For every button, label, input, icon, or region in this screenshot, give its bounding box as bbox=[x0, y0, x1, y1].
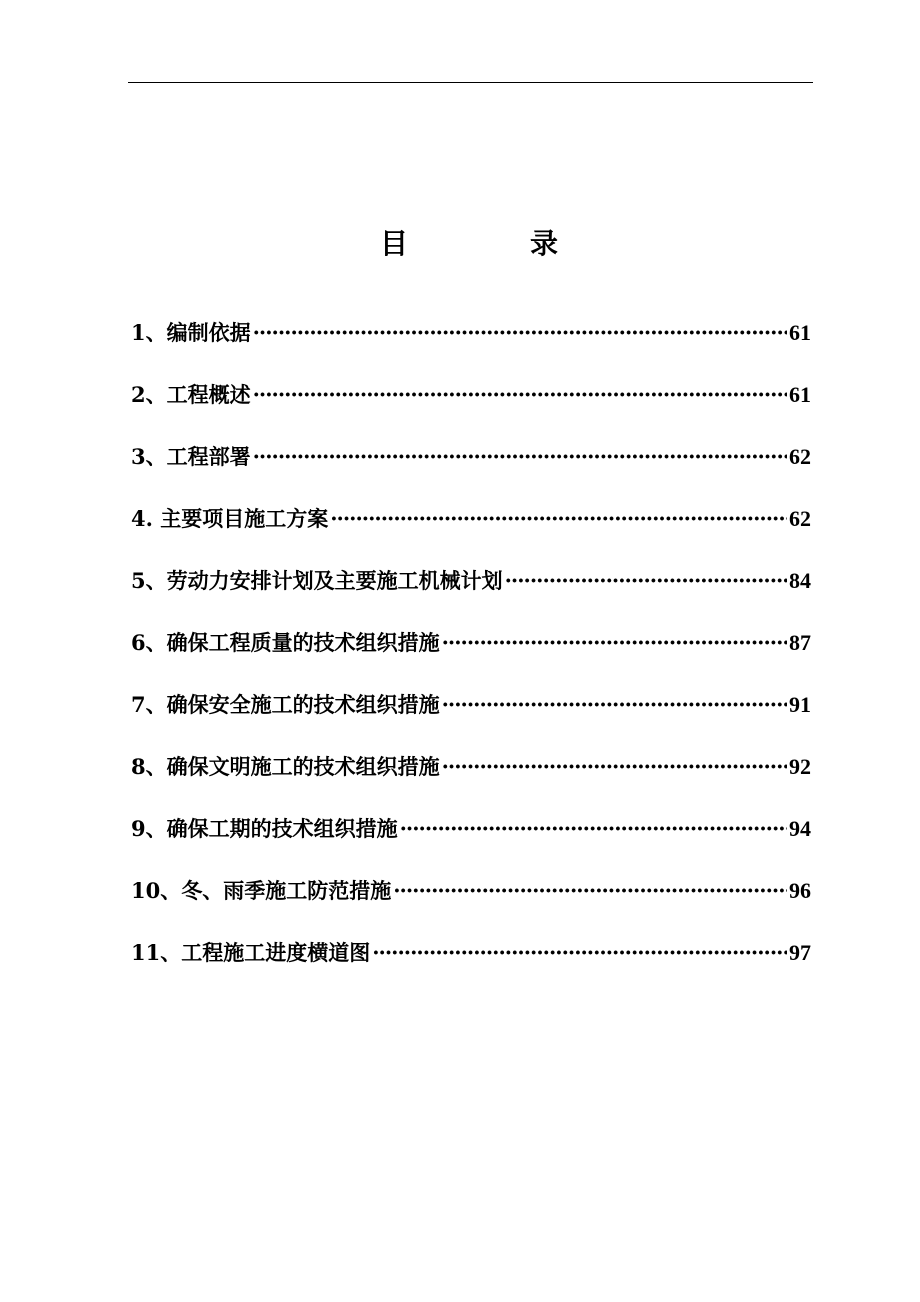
toc-entry-5[interactable] bbox=[131, 562, 811, 624]
toc-entry-11[interactable] bbox=[131, 934, 811, 996]
header-rule bbox=[128, 82, 813, 83]
toc-entry-page: 61 bbox=[789, 382, 811, 407]
table-of-contents bbox=[131, 314, 811, 996]
toc-entry-10[interactable] bbox=[131, 872, 811, 934]
toc-leader-dots bbox=[442, 748, 787, 786]
toc-entry-7[interactable] bbox=[131, 686, 811, 748]
toc-entry-label: 4. 主要项目施工方案 bbox=[131, 506, 329, 531]
toc-entry-3[interactable] bbox=[131, 438, 811, 500]
toc-leader-dots bbox=[442, 624, 787, 662]
toc-entry-4[interactable] bbox=[131, 500, 811, 562]
toc-entry-label: 2、工程概述 bbox=[131, 382, 251, 407]
toc-entry-label: 10、冬、雨季施工防范措施 bbox=[131, 878, 392, 903]
toc-entry-page: 91 bbox=[789, 692, 811, 717]
toc-entry-label: 6、确保工程质量的技术组织措施 bbox=[131, 630, 440, 655]
page-title bbox=[0, 222, 920, 266]
toc-leader-dots bbox=[400, 810, 787, 848]
toc-entry-page: 62 bbox=[789, 444, 811, 469]
toc-entry-page: 96 bbox=[789, 878, 811, 903]
toc-entry-page: 62 bbox=[789, 506, 811, 531]
toc-entry-page: 97 bbox=[789, 940, 811, 965]
toc-entry-label: 5、劳动力安排计划及主要施工机械计划 bbox=[131, 568, 503, 593]
title-char-2: 录 bbox=[530, 227, 559, 260]
toc-leader-dots bbox=[372, 934, 787, 972]
toc-entry-6[interactable] bbox=[131, 624, 811, 686]
toc-entry-label: 1、编制依据 bbox=[131, 320, 251, 345]
toc-leader-dots bbox=[442, 686, 787, 724]
toc-entry-label: 8、确保文明施工的技术组织措施 bbox=[131, 754, 440, 779]
toc-entry-page: 92 bbox=[789, 754, 811, 779]
toc-entry-label: 11、工程施工进度横道图 bbox=[131, 940, 371, 965]
toc-entry-label: 7、确保安全施工的技术组织措施 bbox=[131, 692, 440, 717]
toc-leader-dots bbox=[253, 314, 787, 352]
toc-leader-dots bbox=[330, 500, 787, 538]
toc-entry-page: 87 bbox=[789, 630, 811, 655]
toc-entry-9[interactable] bbox=[131, 810, 811, 872]
toc-entry-1[interactable] bbox=[131, 314, 811, 376]
toc-leader-dots bbox=[253, 376, 787, 414]
toc-entry-page: 61 bbox=[789, 320, 811, 345]
toc-entry-8[interactable] bbox=[131, 748, 811, 810]
title-char-1: 目 bbox=[380, 227, 409, 260]
toc-entry-label: 3、工程部署 bbox=[131, 444, 251, 469]
toc-entry-page: 84 bbox=[789, 568, 811, 593]
toc-entry-label: 9、确保工期的技术组织措施 bbox=[131, 816, 398, 841]
toc-leader-dots bbox=[505, 562, 787, 600]
toc-entry-2[interactable] bbox=[131, 376, 811, 438]
toc-leader-dots bbox=[253, 438, 787, 476]
toc-leader-dots bbox=[393, 872, 787, 910]
toc-entry-page: 94 bbox=[789, 816, 811, 841]
